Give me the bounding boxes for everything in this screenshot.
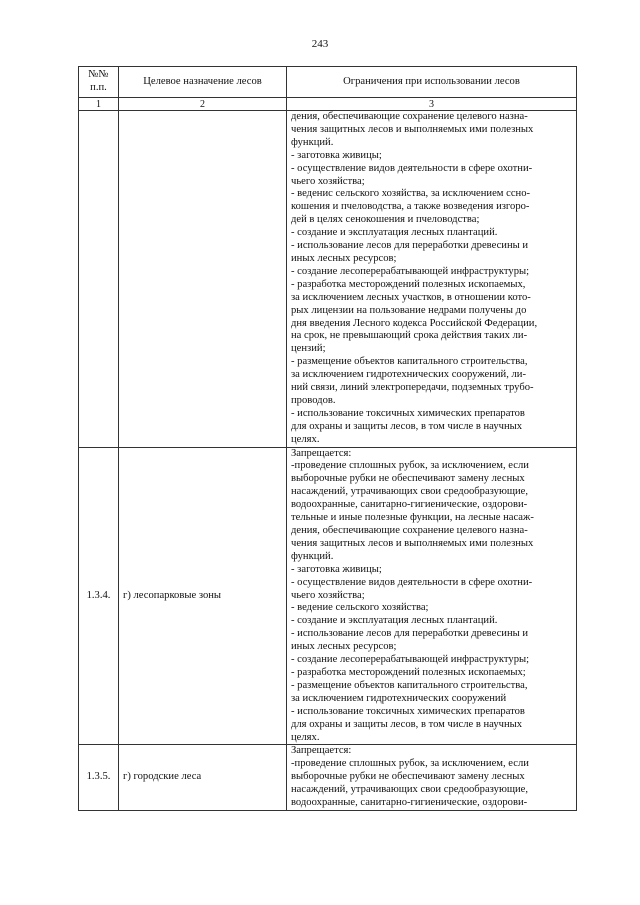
restriction-line: - осуществление видов деятельности в сфере охотни-: [291, 576, 533, 588]
restriction-line: целях.: [291, 731, 320, 743]
restriction-line: чьего хозяйства;: [291, 589, 365, 601]
restriction-line: целях.: [291, 433, 320, 445]
restriction-line: выборочные рубки не обеспечивают замену лесных: [291, 771, 525, 783]
restriction-line: для охраны и защиты лесов, в том числе в научных: [291, 420, 523, 432]
header-col-number: №№ п.п.: [79, 67, 119, 98]
restriction-line: - заготовка живицы;: [291, 563, 382, 575]
restriction-line: на срок, не превышающий срока действия таких ли-: [291, 330, 528, 342]
header-col-limits: Ограничения при использовании лесов: [287, 67, 577, 98]
restriction-line: - использование лесов для переработки древесины и: [291, 628, 529, 640]
row-purpose: г) лесопарковые зоны: [119, 447, 287, 745]
table-header-row: [79, 67, 577, 98]
restriction-line: - разработка месторождений полезных ископаемых,: [291, 278, 526, 290]
header-col-purpose: Целевое назначение лесов: [119, 67, 287, 98]
restriction-line: за исключением гидротехнических сооружений, ли-: [291, 369, 526, 381]
column-number-row: [79, 98, 577, 111]
restriction-line: -проведение сплошных рубок, за исключением, если: [291, 758, 529, 770]
row-number: 1.3.4.: [79, 447, 119, 745]
restriction-line: водоохранные, санитарно-гигиенические, оздорови-: [291, 797, 528, 809]
restriction-line: иных лесных ресурсов;: [291, 252, 397, 264]
restriction-line: - разработка месторождений полезных ископаемых;: [291, 666, 526, 678]
column-number: 2: [119, 98, 287, 111]
restriction-line: функций.: [291, 550, 334, 562]
restriction-line: проводов.: [291, 394, 336, 406]
restriction-line: - использование токсичных химических препаратов: [291, 407, 525, 419]
restriction-line: - использование лесов для переработки древесины и: [291, 240, 529, 252]
row-number: [79, 111, 119, 448]
restriction-line: - осуществление видов деятельности в сфере охотни-: [291, 162, 533, 174]
row-purpose: г) городские леса: [119, 745, 287, 811]
row-restrictions: [287, 447, 577, 745]
restriction-line: дей в целях сенокошения и пчеловодства;: [291, 214, 480, 226]
restriction-line: - размещение объектов капитального строительства,: [291, 356, 528, 368]
restriction-line: чения защитных лесов и выполняемых ими полезных: [291, 123, 534, 135]
restriction-line: кошения и пчеловодства, а также возведения изгоро-: [291, 201, 530, 213]
restriction-line: - заготовка живицы;: [291, 149, 382, 161]
restriction-line: - ведение сельского хозяйства;: [291, 602, 429, 614]
restriction-line: дня введения Лесного кодекса Российской Федерации,: [291, 317, 538, 329]
restriction-line: функций.: [291, 136, 334, 148]
restriction-line: - создание и эксплуатация лесных плантаций.: [291, 615, 498, 627]
restriction-line: за исключением гидротехнических сооружений: [291, 692, 507, 704]
column-number: 3: [287, 98, 577, 111]
restriction-line: тельные и иные полезные функции, на лесные насаж-: [291, 512, 534, 524]
row-restrictions: [287, 745, 577, 811]
row-restrictions: [287, 111, 577, 448]
restriction-line: Запрещается:: [291, 447, 352, 459]
restriction-line: иных лесных ресурсов;: [291, 641, 397, 653]
restriction-line: - создание лесоперерабатывающей инфраструктуры;: [291, 654, 530, 666]
restriction-line: - создание и эксплуатация лесных плантаций.: [291, 227, 498, 239]
restriction-line: водоохранные, санитарно-гигиенические, оздорови-: [291, 499, 528, 511]
restriction-line: дения, обеспечивающие сохранение целевого назна-: [291, 525, 528, 536]
restriction-line: чения защитных лесов и выполняемых ими полезных: [291, 537, 534, 549]
table-row: [79, 745, 577, 811]
restriction-line: Запрещается:: [291, 745, 352, 757]
table-row: [79, 447, 577, 745]
restriction-line: дения, обеспечивающие сохранение целевого назна-: [291, 111, 528, 122]
restriction-line: чьего хозяйства;: [291, 175, 365, 187]
restriction-line: - веденис сельского хозяйства, за исключением ссно-: [291, 188, 531, 200]
restriction-line: ний связи, линий электропередачи, подземных трубо-: [291, 382, 534, 394]
restriction-line: насаждений, утрачивающих свои средообразующие,: [291, 486, 529, 498]
column-number: 1: [79, 98, 119, 111]
restriction-line: - использование токсичных химических препаратов: [291, 705, 525, 717]
restriction-line: для охраны и защиты лесов, в том числе в научных: [291, 718, 523, 730]
restriction-line: - создание лесоперерабатывающей инфраструктуры;: [291, 265, 530, 277]
restriction-line: насаждений, утрачивающих свои средообразующие,: [291, 784, 529, 796]
restriction-line: - размещение объектов капитального строительства,: [291, 679, 528, 691]
row-number: 1.3.5.: [79, 745, 119, 811]
restriction-line: цензий;: [291, 343, 326, 355]
row-purpose: [119, 111, 287, 448]
restriction-line: -проведение сплошных рубок, за исключением, если: [291, 460, 529, 472]
table-row: [79, 111, 577, 448]
page-number: 243: [311, 38, 329, 50]
restriction-line: выборочные рубки не обеспечивают замену лесных: [291, 473, 525, 485]
restriction-line: рых лицензии на пользование недрами получены до: [291, 304, 527, 316]
forest-restrictions-table: [78, 66, 577, 811]
restriction-line: за исключением лесных участков, в отношении кото-: [291, 291, 531, 303]
